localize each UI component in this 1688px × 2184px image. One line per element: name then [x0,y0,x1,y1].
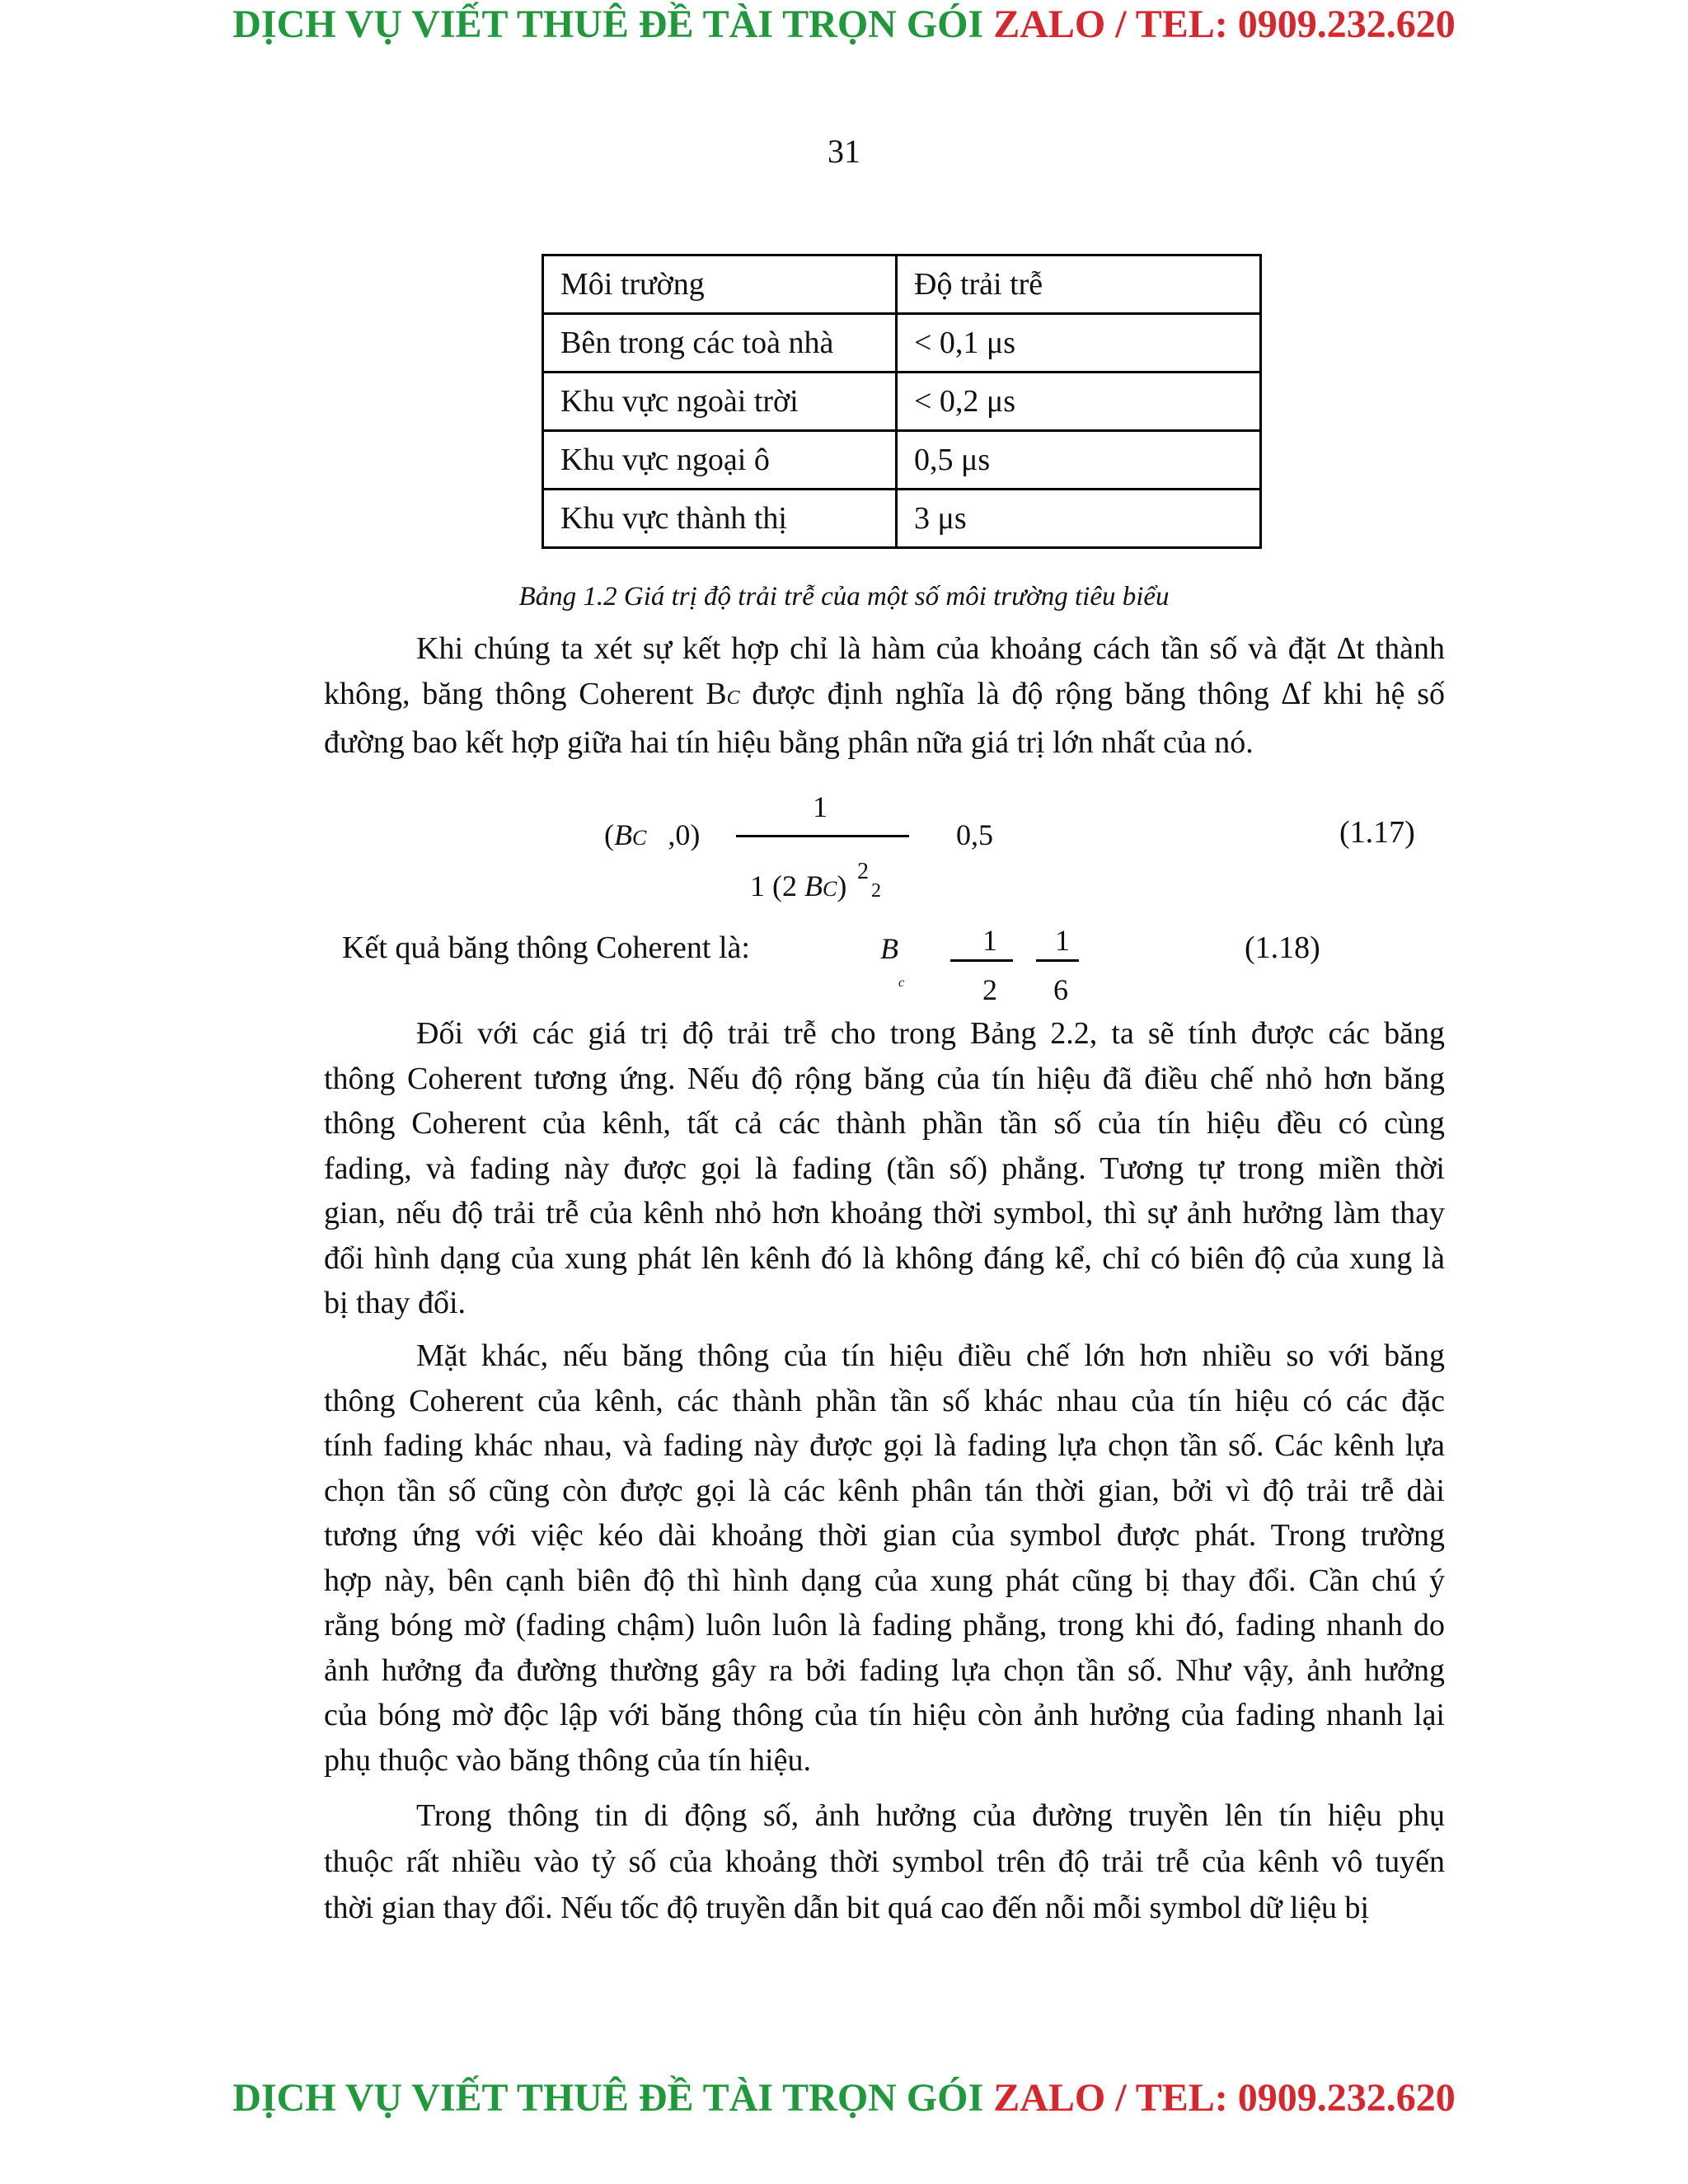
page-number: 31 [828,133,860,170]
eq-B: B [880,932,898,965]
text-line: rằng bóng mờ (fading chậm) luôn luôn là fading phẳng, trong khi đó, fading nhanh do [324,1608,1445,1643]
equation-label: (1.18) [1245,930,1320,965]
text-span: không, băng thông Coherent B [324,676,727,711]
table-header-cell: Môi trường [543,255,897,314]
table-cell: 0,5 μs [897,431,1261,490]
text-line: gian, nếu độ trải trễ của kênh nhỏ hơn khoảng thời symbol, thì sự ảnh hưởng làm thay [324,1196,1445,1230]
table-cell: Bên trong các toà nhà [543,314,897,373]
text-line: ảnh hưởng đa đường thường gây ra bởi fading lựa chọn tần số. Như vậy, ảnh hưởng [324,1652,1445,1688]
eq-superscript: 2 [857,859,869,884]
eq-numerator: 1 [813,790,828,823]
eq-lead-text: Kết quả băng thông Coherent là: [342,930,750,965]
text-line: thông Coherent của kênh, tất cả các thành phần tần số của tín hiệu đều có cùng [324,1106,1445,1141]
paragraph-selective-fading [324,1333,1445,1783]
eq-subscript: 2 [871,880,881,902]
text-line: thuộc rất nhiều vào tỷ số của khoảng thời symbol trên độ trải trễ của kênh vô tuyến [324,1844,1445,1879]
text-line: tương ứng với việc kéo dài khoảng thời gian của symbol được phát. Trong trường [324,1518,1445,1553]
eq-denominator: 2 [982,973,997,1006]
text-span: được định nghĩa là độ rộng băng thông ∆f khi hệ số [739,676,1446,711]
eq-part: 1 (2 [750,869,804,902]
eq-part: C [823,877,837,901]
text-line: fading, và fading này được gọi là fading (tần số) phẳng. Tương tự trong miền thời [324,1151,1445,1186]
eq-value: 0,5 [956,818,993,851]
paragraph-flat-fading [324,1011,1445,1326]
banner-service-text: DỊCH VỤ VIẾT THUÊ ĐỀ TÀI TRỌN GÓI [232,2076,984,2120]
text-line: thông Coherent tương ứng. Nếu độ rộng băng của tín hiệu đã điều chế nhỏ hơn băng [324,1061,1445,1096]
footer-banner [0,2075,1688,2121]
banner-service-text: DỊCH VỤ VIẾT THUÊ ĐỀ TÀI TRỌN GÓI [232,2,984,46]
text-line: thông Coherent của kênh, các thành phần tần số khác nhau của tín hiệu có các đặc [324,1383,1445,1418]
text-line: thời gian thay đổi. Nếu tốc độ truyền dẫn bit quá cao đến nỗi mỗi symbol dữ liệu bị [324,1891,1370,1925]
text-line: tính fading khác nhau, và fading này được gọi là fading lựa chọn tần số. Các kênh lựa [324,1428,1445,1463]
text-line: bị thay đổi. [324,1286,467,1320]
eq-part: B [804,869,823,902]
table-cell: < 0,1 μs [897,314,1261,373]
banner-contact-text: ZALO / TEL: 0909.232.620 [993,2076,1456,2120]
text-line: Trong thông tin di động số, ảnh hưởng của đường truyền lên tín hiệu phụ [416,1798,1445,1833]
text-line: Mặt khác, nếu băng thông của tín hiệu điều chế lớn hơn nhiều so với băng [416,1338,1445,1373]
text-line: phụ thuộc vào băng thông của tín hiệu. [324,1742,811,1778]
text-line: đổi hình dạng của xung phát lên kênh đó là không đáng kể, chỉ có biên độ của xung là [324,1240,1445,1276]
text-line: Đối với các giá trị độ trải trễ cho trong Bảng 2.2, ta sẽ tính được các băng [416,1016,1445,1051]
table-row [543,431,1261,490]
banner-contact-text: ZALO / TEL: 0909.232.620 [993,2,1456,46]
eq-part: C [632,826,647,850]
table-caption: Bảng 1.2 Giá trị độ trải trễ của một số môi trường tiêu biểu [518,582,1170,612]
text-line: Khi chúng ta xét sự kết hợp chỉ là hàm của khoảng cách tần số và đặt ∆t thành [416,631,1445,666]
text-line [324,672,1445,721]
table-cell: < 0,2 μs [897,373,1261,431]
eq-lhs [604,818,700,852]
eq-numerator: 1 [982,924,997,957]
table-row [543,490,1261,548]
table-cell: Khu vực thành thị [543,490,897,548]
text-line: chọn tần số cũng còn được gọi là các kênh phân tán thời gian, bởi vì độ trải trễ dài [324,1473,1445,1508]
paragraph-coherence [324,626,1445,766]
table-cell: Khu vực ngoại ô [543,431,897,490]
paragraph-digital-mobile [324,1793,1445,1931]
text-line: đường bao kết hợp giữa hai tín hiệu bằng phân nữa giá trị lớn nhất của nó. [324,725,1254,760]
eq-part: ( [604,818,614,851]
table-row [543,314,1261,373]
header-banner [0,2,1688,47]
eq-part: B [614,818,632,851]
eq-part: ,0) [668,818,701,851]
table-cell: Khu vực ngoài trời [543,373,897,431]
eq-numerator: 1 [1055,924,1070,957]
fraction-bar [736,835,909,837]
table-header-cell: Độ trải trễ [897,255,1261,314]
eq-denominator [750,869,846,903]
table-row [543,373,1261,431]
text-line: của bóng mờ độc lập với băng thông của tín hiệu còn ảnh hưởng của fading nhanh lại [324,1698,1445,1732]
eq-subscript: c [898,976,905,990]
subscript: C [726,687,740,709]
eq-denominator: 6 [1053,973,1068,1006]
equation-label: (1.17) [1339,815,1415,850]
fraction-bar [1036,959,1079,962]
text-line: hợp này, bên cạnh biên độ thì hình dạng của xung phát cũng bị thay đổi. Cần chú ý [324,1563,1445,1598]
eq-part: ) [837,869,847,902]
fraction-bar [950,959,1013,962]
delay-spread-table [542,254,1262,549]
table-header-row [543,255,1261,314]
table-cell: 3 μs [897,490,1261,548]
